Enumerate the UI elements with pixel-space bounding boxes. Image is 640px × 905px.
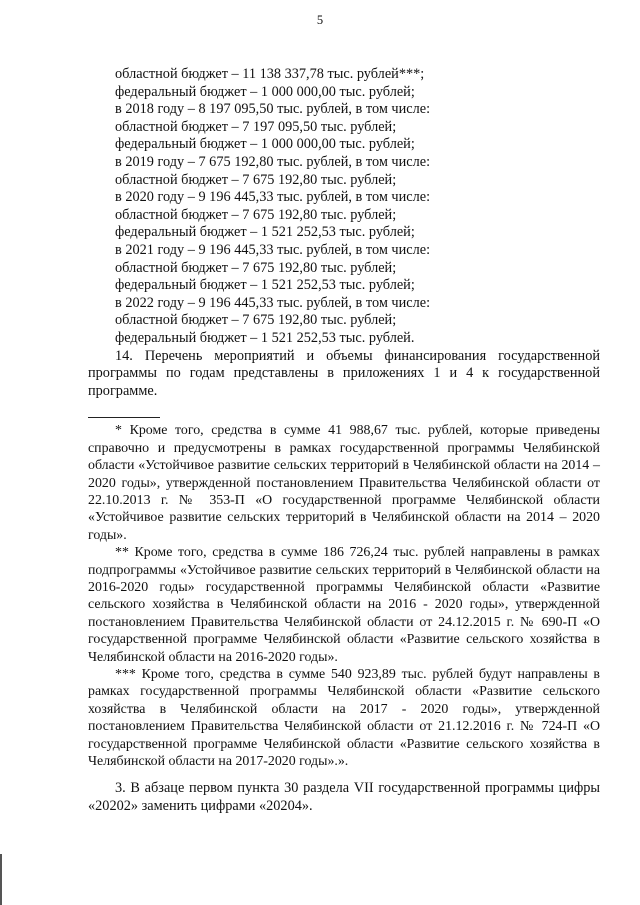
budget-line: областной бюджет – 7 197 095,50 тыс. рублей; <box>115 118 397 135</box>
budget-line: в 2018 году – 8 197 095,50 тыс. рублей, в том числе: <box>115 101 431 118</box>
budget-line: федеральный бюджет – 1 000 000,00 тыс. рублей; <box>115 136 415 153</box>
document-body <box>88 66 600 816</box>
budget-line: областной бюджет – 11 138 337,78 тыс. рублей***; <box>115 66 425 82</box>
footnote-1: * Кроме того, средства в сумме 41 988,67 тыс. рублей, которые приведены справочно и предусмотрены в рамках государственной программы Челябинской области «Устойчивое развитие сельских территорий в Челябинской области на 2014 – 2020 годы», утвержденной постановлением Правительства Челябинской области от 22.10.2013 г. № 353-П «О государственной программе Челябинской области «Устойчивое развитие сельских территорий в Челябинской области на 2014 – 2020 годы». <box>88 423 600 543</box>
footnote-3: *** Кроме того, средства в сумме 540 923,89 тыс. рублей будут направлены в рамках государственной программы Челябинской области «Развитие сельского хозяйства в Челябинской области на 2017 - 2020 годы», утвержденной постановлением Правительства Челябинской области от 21.12.2016 г. № 724-П «О государственной программе Челябинской области «Развитие сельского хозяйства в Челябинской области на 2017-2020 годы».». <box>88 666 600 769</box>
budget-line: областной бюджет – 7 675 192,80 тыс. рублей; <box>115 312 397 329</box>
budget-line: областной бюджет – 7 675 192,80 тыс. рублей; <box>115 206 397 223</box>
budget-line: в 2021 году – 9 196 445,33 тыс. рублей, в том числе: <box>115 241 431 258</box>
page-number: 5 <box>316 13 324 27</box>
budget-line: федеральный бюджет – 1 521 252,53 тыс. рублей. <box>115 329 415 346</box>
item-14-paragraph: 14. Перечень мероприятий и объемы финансирования государственной программы по годам представлены в приложениях 1 и 4 к государственной программе. <box>88 347 600 399</box>
budget-line: федеральный бюджет – 1 521 252,53 тыс. рублей; <box>115 277 415 294</box>
budget-line: в 2020 году – 9 196 445,33 тыс. рублей, в том числе: <box>115 189 431 206</box>
budget-breakdown <box>88 66 600 348</box>
footnotes <box>88 422 600 770</box>
footnote-2: ** Кроме того, средства в сумме 186 726,24 тыс. рублей направлены в рамках подпрограммы «Устойчивое развитие сельских территорий в Челябинской области на 2016-2020 годы» государственной программы Челябинской области «Развитие сельского хозяйства в Челябинской области на 2016 - 2020 годы», утвержденной постановлением Правительства Челябинской области от 24.12.2015 г. № 690-П «О государственной программе Челябинской области «Развитие сельского хозяйства в Челябинской области на 2016-2020 годы». <box>88 545 600 665</box>
budget-line: в 2022 году – 9 196 445,33 тыс. рублей, в том числе: <box>115 294 431 311</box>
budget-line: областной бюджет – 7 675 192,80 тыс. рублей; <box>115 171 397 188</box>
budget-line: федеральный бюджет – 1 000 000,00 тыс. рублей; <box>115 83 415 100</box>
budget-line: в 2019 году – 7 675 192,80 тыс. рублей, в том числе: <box>115 153 431 170</box>
footnote-separator <box>88 417 160 418</box>
item-3-paragraph: 3. В абзаце первом пункта 30 раздела VII государственной программы цифры «20202» заменить цифрами «20204». <box>88 780 600 814</box>
scan-edge-mark <box>0 854 2 905</box>
budget-line: федеральный бюджет – 1 521 252,53 тыс. рублей; <box>115 224 415 241</box>
budget-line: областной бюджет – 7 675 192,80 тыс. рублей; <box>115 259 397 276</box>
